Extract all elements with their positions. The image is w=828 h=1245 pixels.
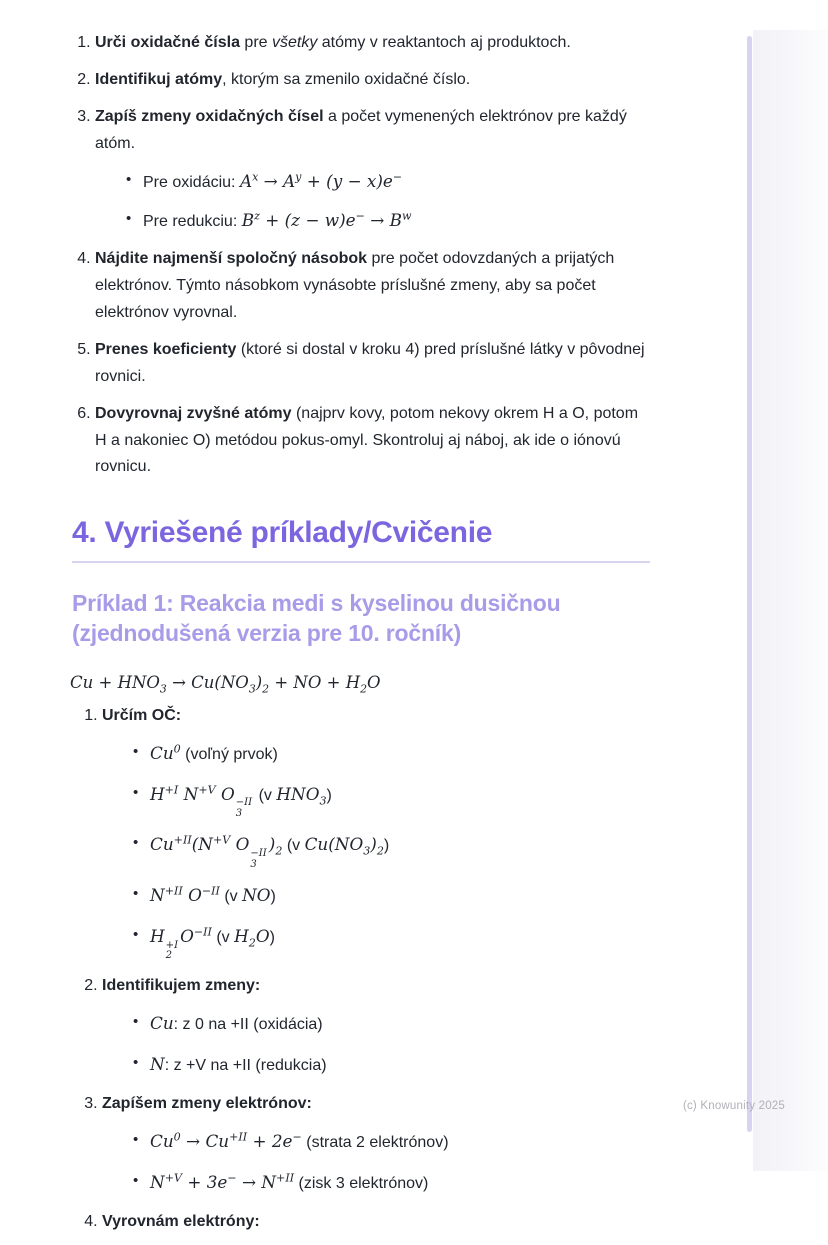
step-text: Nájdite najmenší spoločný násobok pre počet odovzdaných a prijatých elektrónov. Týmto násobkom vynásobte príslušné zmeny, aby sa počet elektrónov vyrovnal.	[95, 250, 615, 321]
step-text: Urči oxidačné čísla pre všetky atómy v reaktantoch aj produktoch.	[95, 34, 571, 51]
bullet-text: Cu$^0$ (voľný prvok)	[150, 742, 278, 763]
solution-step-3	[102, 1091, 650, 1198]
step-text: Prenes koeficienty (ktoré si dostal v kroku 4) pred príslušné látky v pôvodnej rovnici.	[95, 340, 645, 385]
vertical-scrollbar[interactable]	[747, 36, 752, 1132]
method-steps-list	[72, 30, 650, 481]
section-divider	[72, 561, 650, 563]
document-content	[72, 30, 650, 1245]
method-step-5	[95, 337, 650, 391]
solution-step-title: Identifikujem zmeny:	[102, 977, 261, 995]
method-step-2	[95, 67, 650, 94]
solution-step-2	[102, 973, 650, 1080]
method-step-1	[95, 30, 650, 57]
solution-bullet	[132, 881, 650, 911]
solution-step-4	[102, 1209, 650, 1236]
solution-bullet	[132, 922, 650, 962]
bullet-text: $Cu^{+II}(N^{+V}$ O −II 3 )$_2$ (v $Cu(NO_3)_2$)	[150, 833, 390, 870]
bullet-text: $H^{+I}$ $N^{+V}$ O −II 3 (v $HNO_3$)	[150, 782, 332, 819]
bullet-text: N: z +V na +II (redukcia)	[150, 1054, 327, 1075]
bullet-text: Pre oxidáciu: $A^x \to A^y + (y - x)e^-$	[143, 169, 403, 191]
oxidation-numbers-sublist	[102, 739, 650, 963]
bullet-text: H +I 2 $O^{-II}$ (v $H_2O$)	[150, 925, 275, 962]
solution-step-title: Zapíšem zmeny elektrónov:	[102, 1094, 312, 1112]
solution-bullet	[132, 1009, 650, 1039]
chemical-equation: $Cu + HNO_3 \to Cu(NO_3)_2$ + NO + $H_2O$	[70, 673, 381, 696]
solution-steps-list	[72, 703, 650, 1236]
solution-bullet	[132, 1127, 650, 1157]
step-text: Zapíš zmeny oxidačných čísel a počet vymenených elektrónov pre každý atóm.	[95, 107, 627, 152]
bullet-text: $N^{+II}$ $O^{-II}$ (v NO)	[150, 884, 276, 906]
method-step-4	[95, 246, 650, 327]
electron-changes-sublist	[102, 1127, 650, 1198]
formula-sublist	[95, 167, 650, 237]
solution-bullet	[132, 1168, 650, 1198]
formula-bullet-reduction	[125, 206, 650, 236]
solution-step-title: Určím OČ:	[102, 706, 182, 724]
solution-step-title: Vyrovnám elektróny:	[102, 1212, 260, 1230]
method-step-6	[95, 401, 650, 482]
changes-sublist	[102, 1009, 650, 1080]
solution-bullet	[132, 739, 650, 769]
bullet-text: Pre redukciu: $B^z + (z - w)e^- \to B^w$	[143, 209, 412, 231]
step-text: Dovyrovnaj zvyšné atómy (najprv kovy, potom nekovy okrem H a O, potom H a nakoniec O) metódou pokus-omyl. Skontroluj aj náboj, ak ide o iónovú rovnicu.	[95, 404, 639, 476]
formula-bullet-oxidation	[125, 167, 650, 197]
step-text: Identifikuj atómy, ktorým sa zmenilo oxidačné číslo.	[95, 70, 471, 88]
solution-bullet	[132, 1050, 650, 1080]
bullet-text: Cu: z 0 na +II (oxidácia)	[150, 1013, 323, 1034]
bullet-text: $N^{+V} + 3e^- \to N^{+II}$ (zisk 3 elektrónov)	[150, 1171, 429, 1192]
solution-bullet	[132, 780, 650, 820]
section-heading: 4. Vyriešené príklady/Cvičenie	[72, 516, 493, 550]
solution-bullet	[132, 830, 650, 870]
bullet-text: $Cu^0 \to Cu^{+II} + 2e^-$ (strata 2 elektrónov)	[150, 1130, 449, 1151]
solution-step-1	[102, 703, 650, 963]
watermark: (c) Knowunity 2025	[682, 1100, 785, 1112]
example-heading: Príklad 1: Reakcia medi s kyselinou dusičnou (zjednodušená verzia pre 10. ročník)	[72, 590, 561, 647]
right-gutter	[753, 30, 828, 1171]
method-step-3	[95, 104, 650, 237]
